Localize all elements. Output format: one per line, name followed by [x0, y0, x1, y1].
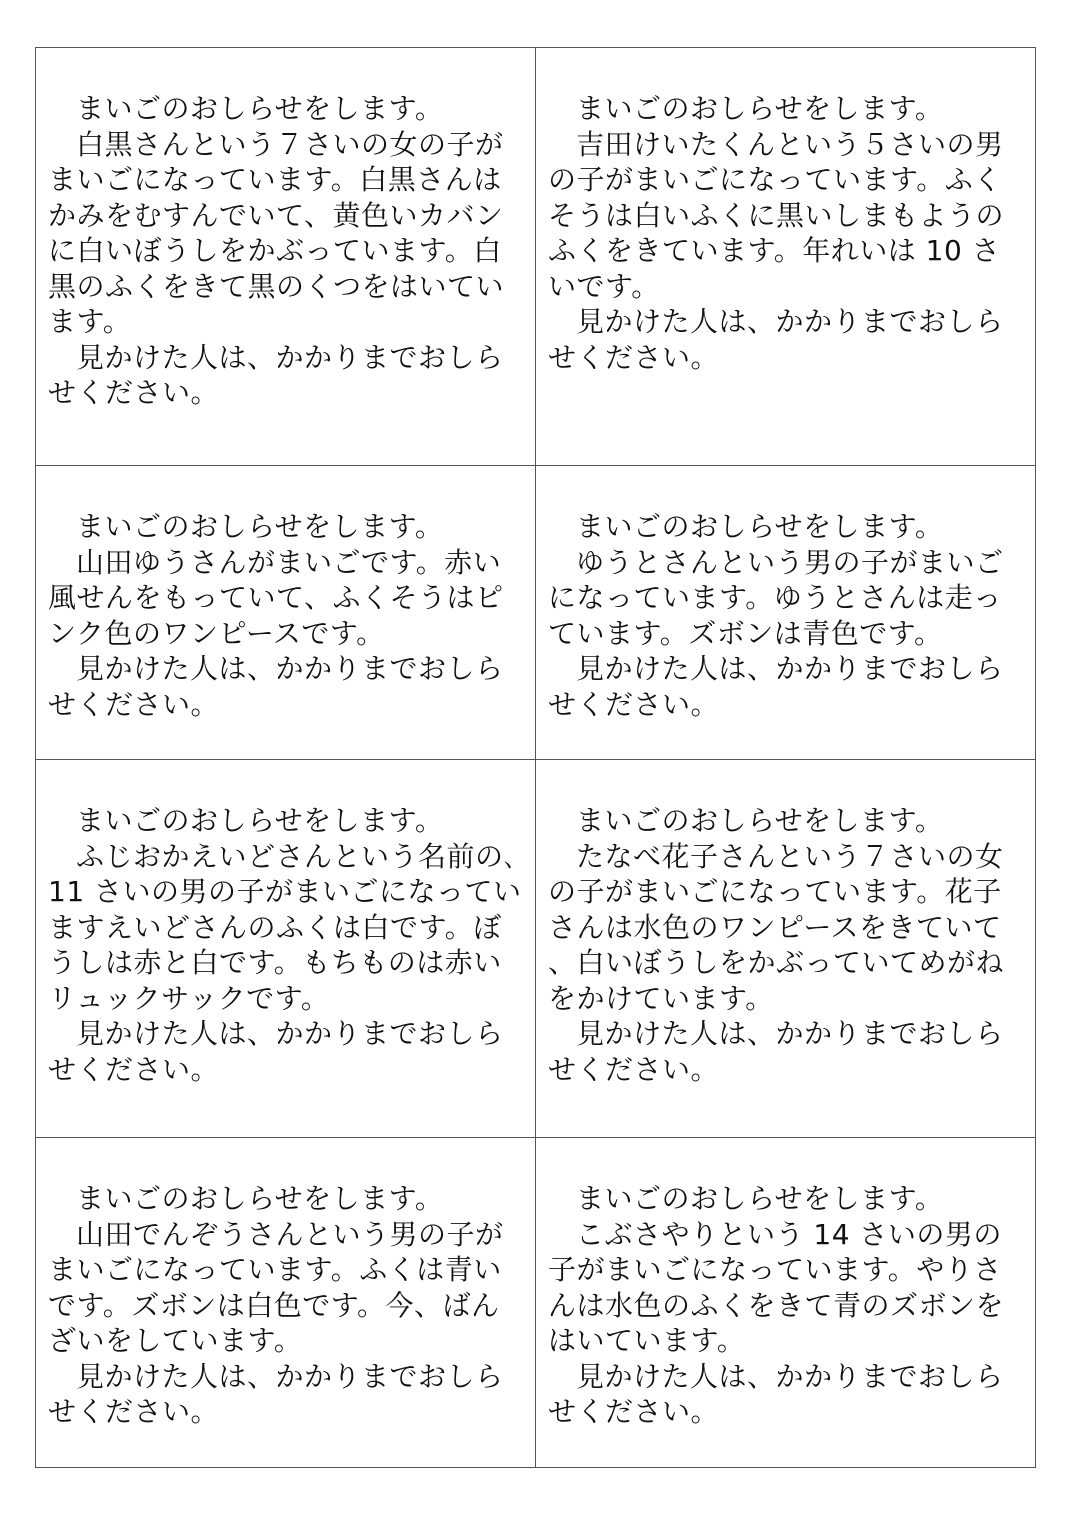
- notice-body: たなべ花子さんという７さいの女の子がまいごになっています。花子さんは水色のワンピースをきていて、白いぼうしをかぶっていてめがねをかけています。: [548, 839, 1005, 1015]
- notice-heading: まいごのおしらせをします。: [576, 1182, 944, 1215]
- notice-heading: まいごのおしらせをします。: [76, 510, 444, 543]
- notice-sheet: [35, 47, 1036, 1468]
- notice-closing: 見かけた人は、かかりまでおしらせください。: [548, 305, 1004, 374]
- notice-cell-1: [36, 48, 536, 466]
- notice-closing: 見かけた人は、かかりまでおしらせください。: [548, 1017, 1004, 1086]
- notice-body: 山田でんぞうさんという男の子がまいごになっています。ふくは青いです。ズボンは白色です。今、ばんざいをしています。: [48, 1217, 504, 1357]
- notice-cell-5: [36, 760, 536, 1138]
- notice-body: ふじおかえいどさんという名前の､11 さいの男の子がまいごになっていますえいどさんのふくは白です。ぼうしは赤と白です。もちものは赤いリュックサックです。: [48, 839, 522, 1015]
- notice-body: ゆうとさんという男の子がまいごになっています。ゆうとさんは走っています。ズボンは青色です。: [548, 545, 1004, 650]
- notice-heading: まいごのおしらせをします。: [576, 510, 944, 543]
- notice-closing: 見かけた人は、かかりまでおしらせください。: [48, 1359, 504, 1428]
- notice-body: 山田ゆうさんがまいごです。赤い風せんをもっていて、ふくそうはピンク色のワンピースです。: [48, 545, 504, 650]
- notice-closing: 見かけた人は、かかりまでおしらせください。: [548, 652, 1004, 721]
- notice-cell-8: [536, 1138, 1036, 1467]
- notice-cell-2: [536, 48, 1036, 466]
- notice-cell-6: [536, 760, 1036, 1138]
- notice-heading: まいごのおしらせをします。: [576, 804, 944, 837]
- notice-body: 白黒さんという７さいの女の子がまいごになっています。白黒さんはかみをむすんでいて、黄色いカバンに白いぼうしをかぶっています。白黒のふくをきて黒のくつをはいています。: [48, 127, 505, 338]
- notice-heading: まいごのおしらせをします。: [576, 92, 944, 125]
- notice-heading: まいごのおしらせをします。: [76, 92, 444, 125]
- notice-cell-7: [36, 1138, 536, 1467]
- notice-closing: 見かけた人は、かかりまでおしらせください。: [48, 1017, 504, 1086]
- notice-body: 吉田けいたくんという５さいの男の子がまいごになっています。ふくそうは白いふくに黒いしまもようのふくをきています。年れいは 10 さいです。: [548, 127, 1005, 303]
- notice-cell-3: [36, 466, 536, 760]
- notice-cell-4: [536, 466, 1036, 760]
- notice-closing: 見かけた人は、かかりまでおしらせください。: [548, 1359, 1004, 1428]
- notice-closing: 見かけた人は、かかりまでおしらせください。: [48, 652, 504, 721]
- notice-body: こぶさやりという 14 さいの男の子がまいごになっています。やりさんは水色のふくをきて青のズボンをはいています。: [548, 1217, 1005, 1357]
- notice-closing: 見かけた人は、かかりまでおしらせください。: [48, 340, 504, 409]
- notice-heading: まいごのおしらせをします。: [76, 804, 444, 837]
- notice-heading: まいごのおしらせをします。: [76, 1182, 444, 1215]
